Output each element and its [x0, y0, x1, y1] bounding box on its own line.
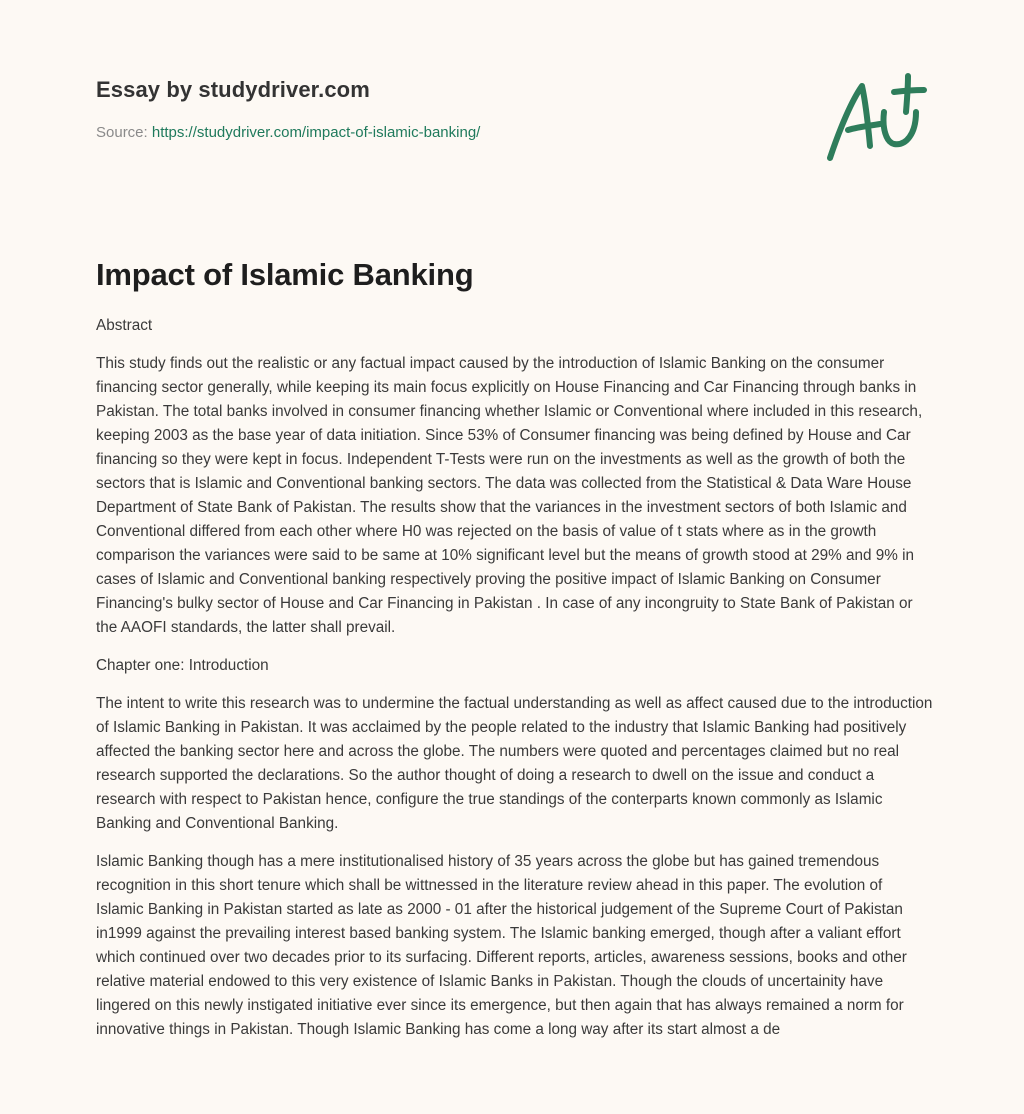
source-line [96, 123, 796, 143]
page-title: Impact of Islamic Banking [96, 257, 474, 292]
introduction-section [96, 654, 934, 1042]
source-link[interactable]: https://studydriver.com/impact-of-islamic-banking/ [151, 124, 481, 141]
section-heading-introduction: Chapter one: Introduction [96, 657, 269, 674]
abstract-paragraph: This study finds out the realistic or any factual impact caused by the introduction of Islamic Banking on the consumer financing sector generally, while keeping its main focus explicitly on House Financing and Car Financing through banks in Pakistan. The total banks involved in consumer financing whether Islamic or Conventional where included in this research, keeping 2003 as the base year of data initiation. Since 53% of Consumer financing was being defined by House and Car financing so they were kept in focus. Independent T-Tests were run on the investments as well as the growth of both the sectors that is Islamic and Conventional banking sectors. The data was collected from the Statistical & Data Ware House Department of State Bank of Pakistan. The results show that the variances in the investment sectors of both Islamic and Conventional differed from each other where H0 was rejected on the basis of value of t stats where as in the growth comparison the variances were said to be same at 10% significant level but the means of growth stood at 29% and 9% in cases of Islamic and Conventional banking respectively proving the positive impact of Islamic Banking on Consumer Financing's bulky sector of House and Car Financing in Pakistan . In case of any incongruity to State Bank of Pakistan or the AAOFI standards, the latter shall prevail. [96, 355, 923, 636]
essay-header [96, 76, 796, 143]
section-heading-abstract: Abstract [96, 317, 153, 334]
essay-body [96, 314, 934, 1056]
introduction-paragraph-1: The intent to write this research was to undermine the factual understanding as well as affect caused due to the introduction of Islamic Banking in Pakistan. It was acclaimed by the people related to the industry that Islamic Banking had positively affected the banking sector here and across the globe. The numbers were quoted and percentages claimed but no real research supported the declarations. So the author thought of doing a research to dwell on the issue and conduct a research with respect to Pakistan hence, configure the true standings of the conterparts known commonly as Islamic Banking and Conventional Banking. [96, 695, 933, 832]
source-label: Source: [96, 124, 148, 141]
introduction-paragraph-2: Islamic Banking though has a mere institutionalised history of 35 years across the globe but has gained tremendous recognition in this short tenure which shall be wittnessed in the literature review ahead in this paper. The evolution of Islamic Banking in Pakistan started as late as 2000 - 01 after the historical judgement of the Supreme Court of Pakistan in1999 against the prevailing interest based banking system. The Islamic banking emerged, though after a valiant effort which continued over two decades prior to its surfacing. Different reports, articles, awareness sessions, books and other relative material endowed to this very existence of Islamic Banks in Pakistan. Though the clouds of uncertainity have lingered on this newly instigated initiative ever since its emergence, but then again that has always remained a norm for innovative things in Pakistan. Though Islamic Banking has come a long way after its start almost a de [96, 853, 907, 1038]
abstract-section [96, 314, 934, 640]
a-plus-grade-icon [822, 66, 932, 166]
site-title: Essay by studydriver.com [96, 77, 370, 102]
